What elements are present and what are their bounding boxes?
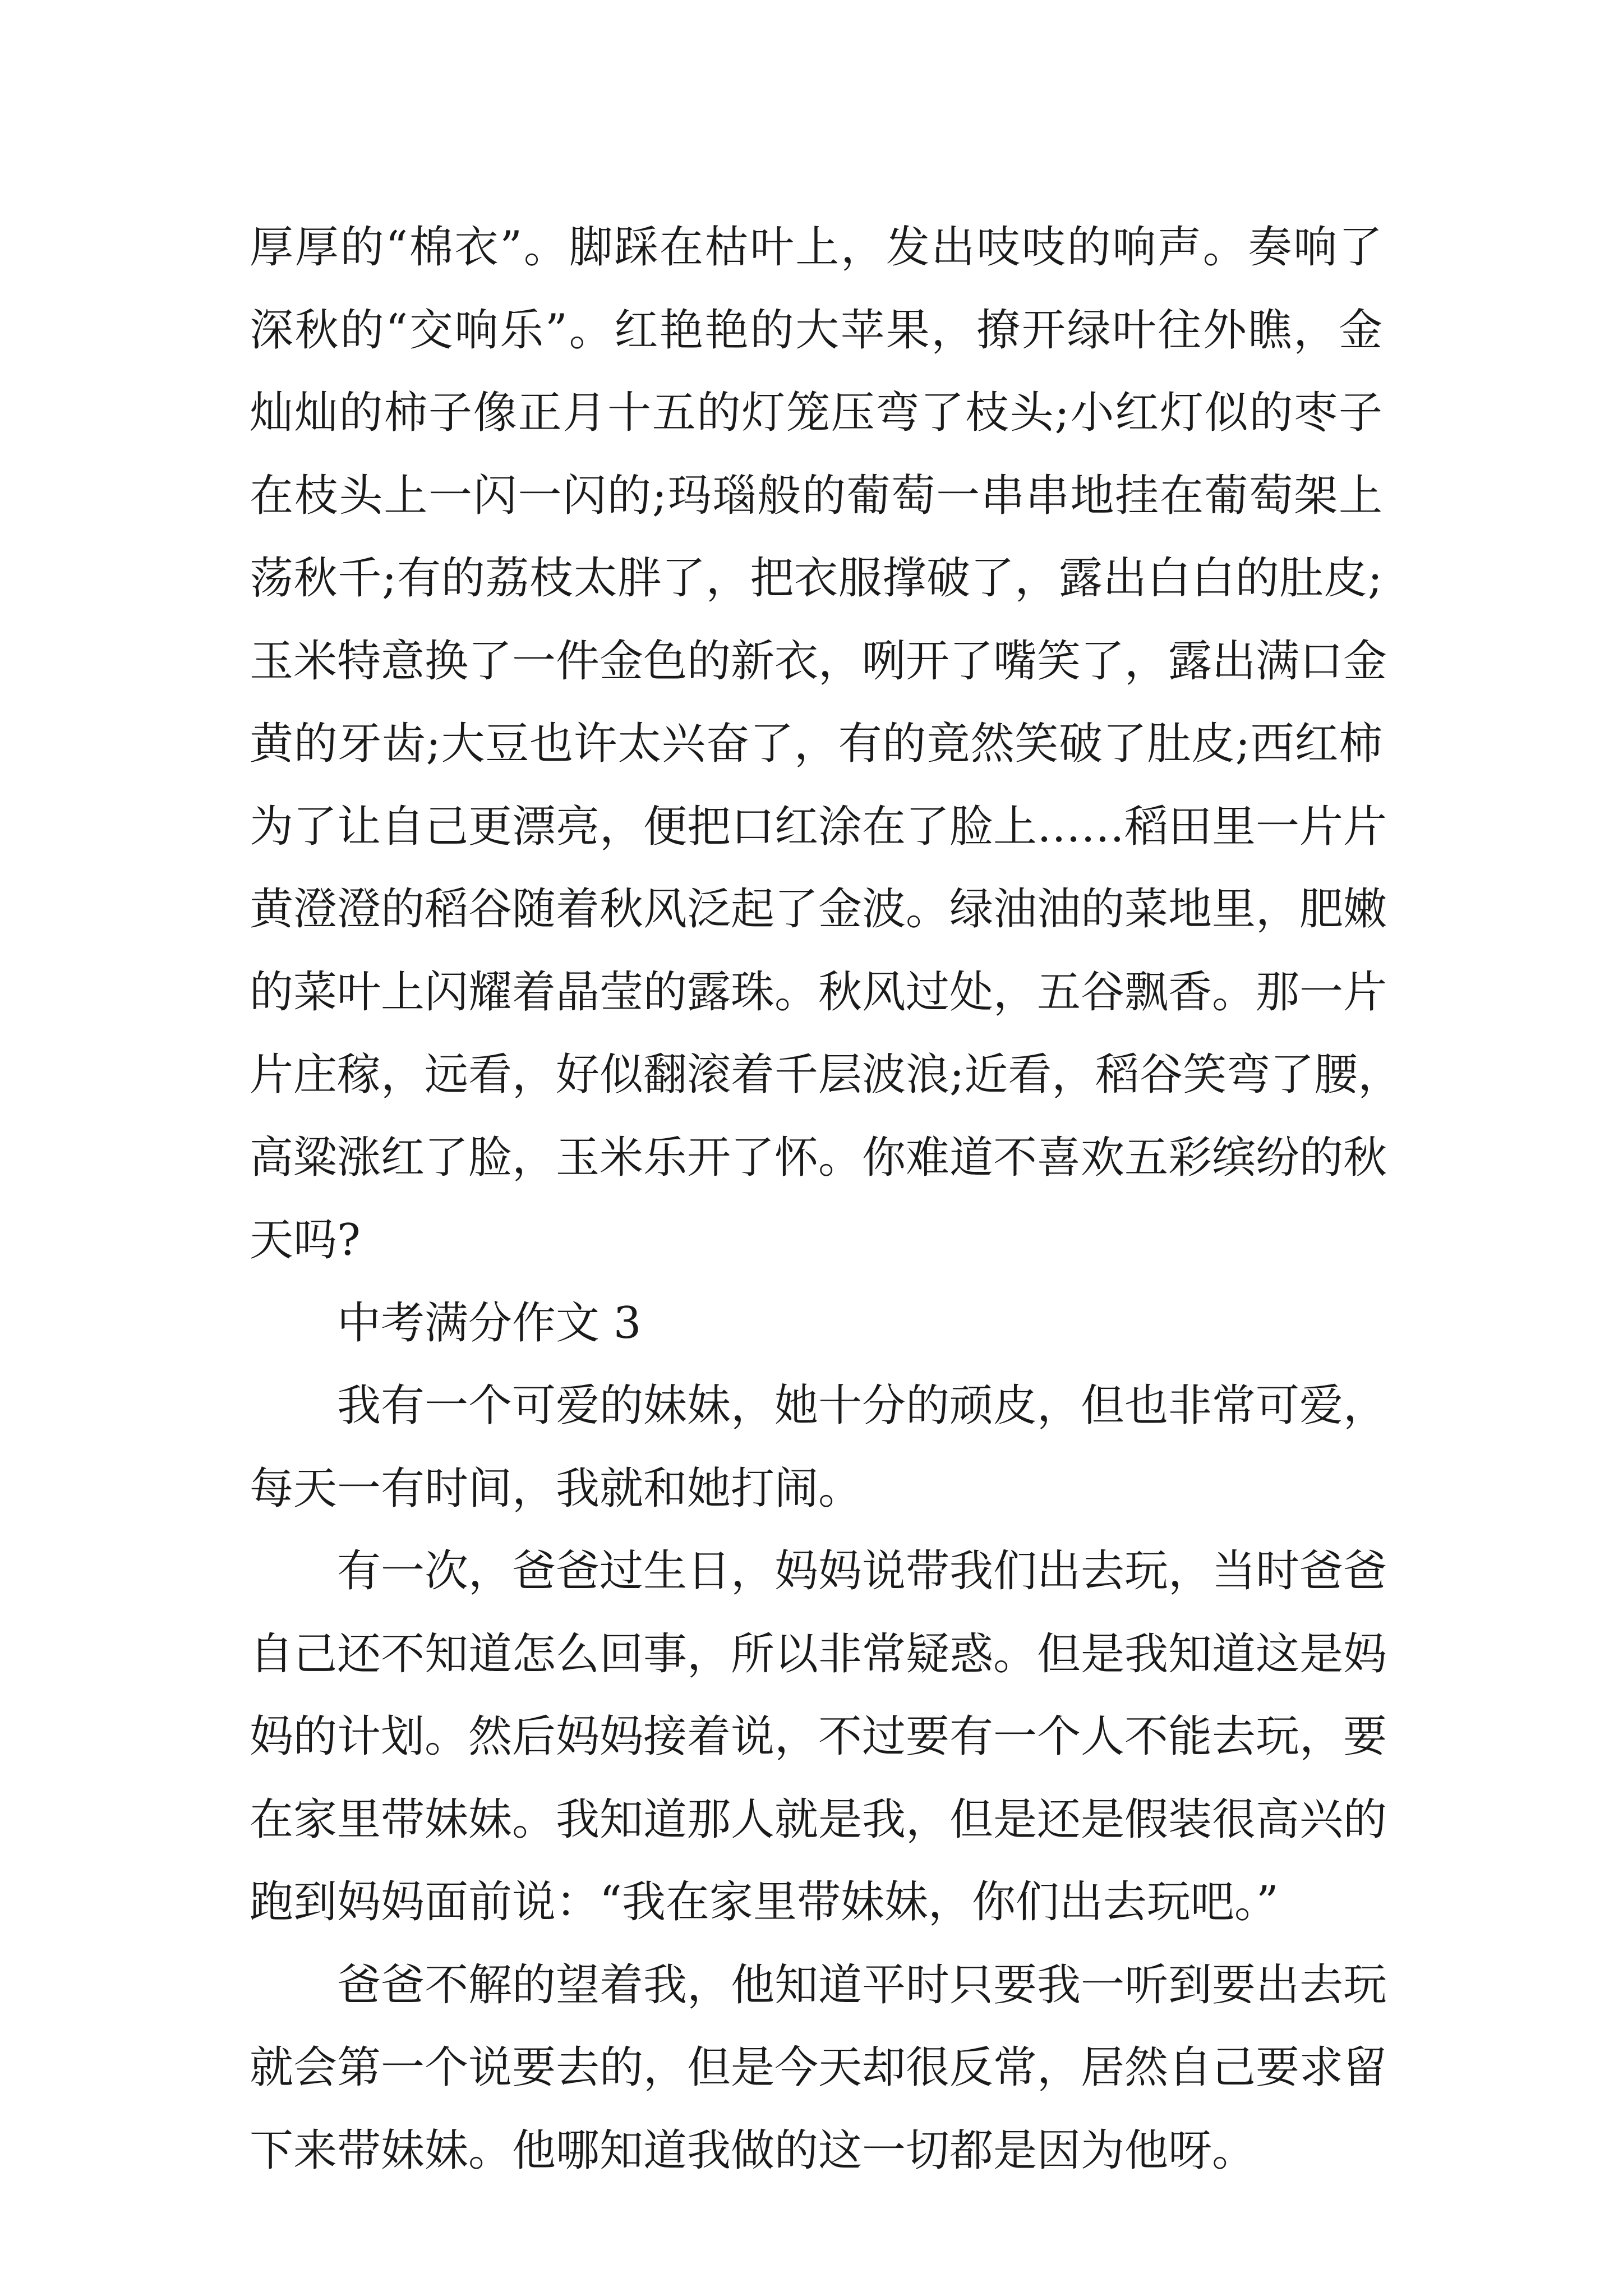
text-line: 灿灿的柿子像正月十五的灯笼压弯了枝头;小红灯似的枣子 — [250, 388, 1382, 438]
text-line: 每天一有时间，我就和她打闹。 — [250, 1463, 863, 1514]
document-body — [250, 206, 1402, 2192]
text-line: 我有一个可爱的妹妹，她十分的顽皮，但也非常可爱， — [337, 1381, 1387, 1431]
text-line: 就会第一个说要去的，但是今天却很反常，居然自己要求留 — [250, 2042, 1387, 2093]
text-line: 天吗? — [250, 1215, 361, 1266]
text-line: 玉米特意换了一件金色的新衣，咧开了嘴笑了，露出满口金 — [250, 636, 1387, 687]
text-line: 的菜叶上闪耀着晶莹的露珠。秋风过处，五谷飘香。那一片 — [250, 967, 1387, 1018]
text-line: 在家里带妹妹。我知道那人就是我，但是还是假装很高兴的 — [250, 1794, 1387, 1845]
text-line: 荡秋千;有的荔枝太胖了，把衣服撑破了，露出白白的肚皮; — [250, 553, 1382, 604]
text-line: 黄澄澄的稻谷随着秋风泛起了金波。绿油油的菜地里，肥嫩 — [250, 884, 1387, 935]
text-line: 下来带妹妹。他哪知道我做的这一切都是因为他呀。 — [250, 2125, 1256, 2176]
text-line: 在枝头上一闪一闪的;玛瑙般的葡萄一串串地挂在葡萄架上 — [250, 470, 1382, 521]
text-line: 妈的计划。然后妈妈接着说，不过要有一个人不能去玩，要 — [250, 1711, 1387, 1762]
text-line: 为了让自己更漂亮，便把口红涂在了脸上……稻田里一片片 — [250, 801, 1387, 852]
text-line: 黄的牙齿;大豆也许太兴奋了，有的竟然笑破了肚皮;西红柿 — [250, 719, 1382, 769]
text-line: 片庄稼，远看，好似翻滚着千层波浪;近看，稻谷笑弯了腰， — [250, 1050, 1402, 1100]
text-line: 有一次，爸爸过生日，妈妈说带我们出去玩，当时爸爸 — [337, 1546, 1387, 1596]
text-line: 厚厚的“棉衣”。脚踩在枯叶上，发出吱吱的响声。奏响了 — [250, 222, 1382, 273]
text-line: 爸爸不解的望着我，他知道平时只要我一听到要出去玩 — [337, 1959, 1387, 2010]
text-line: 高粱涨红了脸，玉米乐开了怀。你难道不喜欢五彩缤纷的秋 — [250, 1132, 1387, 1183]
text-line: 跑到妈妈面前说：“我在家里带妹妹，你们出去玩吧。” — [250, 1877, 1279, 1927]
text-line: 自己还不知道怎么回事，所以非常疑惑。但是我知道这是妈 — [250, 1628, 1387, 1680]
section-heading: 中考满分作文 3 — [337, 1297, 642, 1349]
text-line: 深秋的“交响乐”。红艳艳的大苹果，撩开绿叶往外瞧，金 — [250, 305, 1382, 356]
